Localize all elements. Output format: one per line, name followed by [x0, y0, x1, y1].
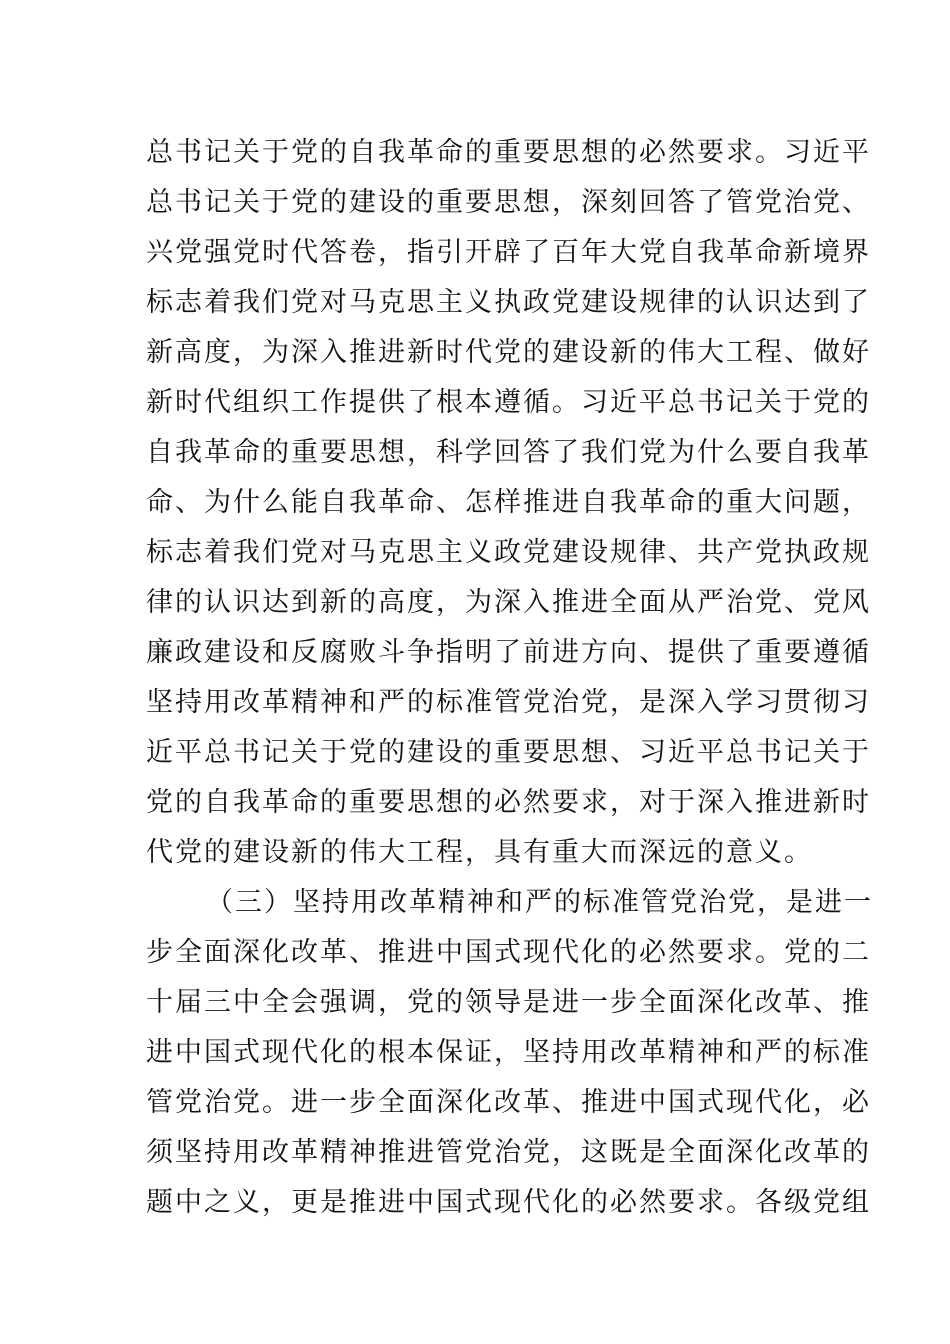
text-line: 坚持用改革精神和严的标准管党治党，是深入学习贯彻习 — [146, 687, 871, 718]
text-line: 命、为什么能自我革命、怎样推进自我革命的重大问题， — [146, 487, 871, 518]
text-line: 兴党强党时代答卷，指引开辟了百年大党自我革命新境界 — [146, 237, 871, 268]
text-line: 总书记关于党的自我革命的重要思想的必然要求。习近平 — [146, 137, 871, 168]
text-line: 新高度，为深入推进新时代党的建设新的伟大工程、做好 — [146, 337, 871, 368]
text-line: 新时代组织工作提供了根本遵循。习近平总书记关于党的 — [146, 387, 871, 418]
text-line: 近平总书记关于党的建设的重要思想、习近平总书记关于 — [146, 737, 871, 768]
text-line: 十届三中全会强调，党的领导是进一步全面深化改革、推 — [146, 987, 871, 1018]
text-line: 总书记关于党的建设的重要思想，深刻回答了管党治党、 — [146, 187, 871, 218]
text-line: 进中国式现代化的根本保证，坚持用改革精神和严的标准 — [146, 1037, 871, 1068]
text-line: 管党治党。进一步全面深化改革、推进中国式现代化，必 — [146, 1087, 871, 1118]
text-line: 代党的建设新的伟大工程，具有重大而深远的意义。 — [146, 837, 813, 868]
text-line: 廉政建设和反腐败斗争指明了前进方向、提供了重要遵循 — [146, 637, 871, 668]
text-line: 须坚持用改革精神推进管党治党，这既是全面深化改革的 — [146, 1137, 871, 1168]
text-line: 题中之义，更是推进中国式现代化的必然要求。各级党组 — [146, 1187, 871, 1218]
text-line: 自我革命的重要思想，科学回答了我们党为什么要自我革 — [146, 437, 871, 468]
text-line: 步全面深化改革、推进中国式现代化的必然要求。党的二 — [146, 937, 871, 968]
text-line: 律的认识达到新的高度，为深入推进全面从严治党、党风 — [146, 587, 871, 618]
text-line: 党的自我革命的重要思想的必然要求，对于深入推进新时 — [146, 787, 871, 818]
text-line: 标志着我们党对马克思主义执政党建设规律的认识达到了 — [146, 287, 871, 318]
body-text — [146, 128, 873, 1228]
text-line: 标志着我们党对马克思主义政党建设规律、共产党执政规 — [146, 537, 871, 568]
section-heading-line: （三）坚持用改革精神和严的标准管党治党，是进一 — [206, 887, 873, 918]
